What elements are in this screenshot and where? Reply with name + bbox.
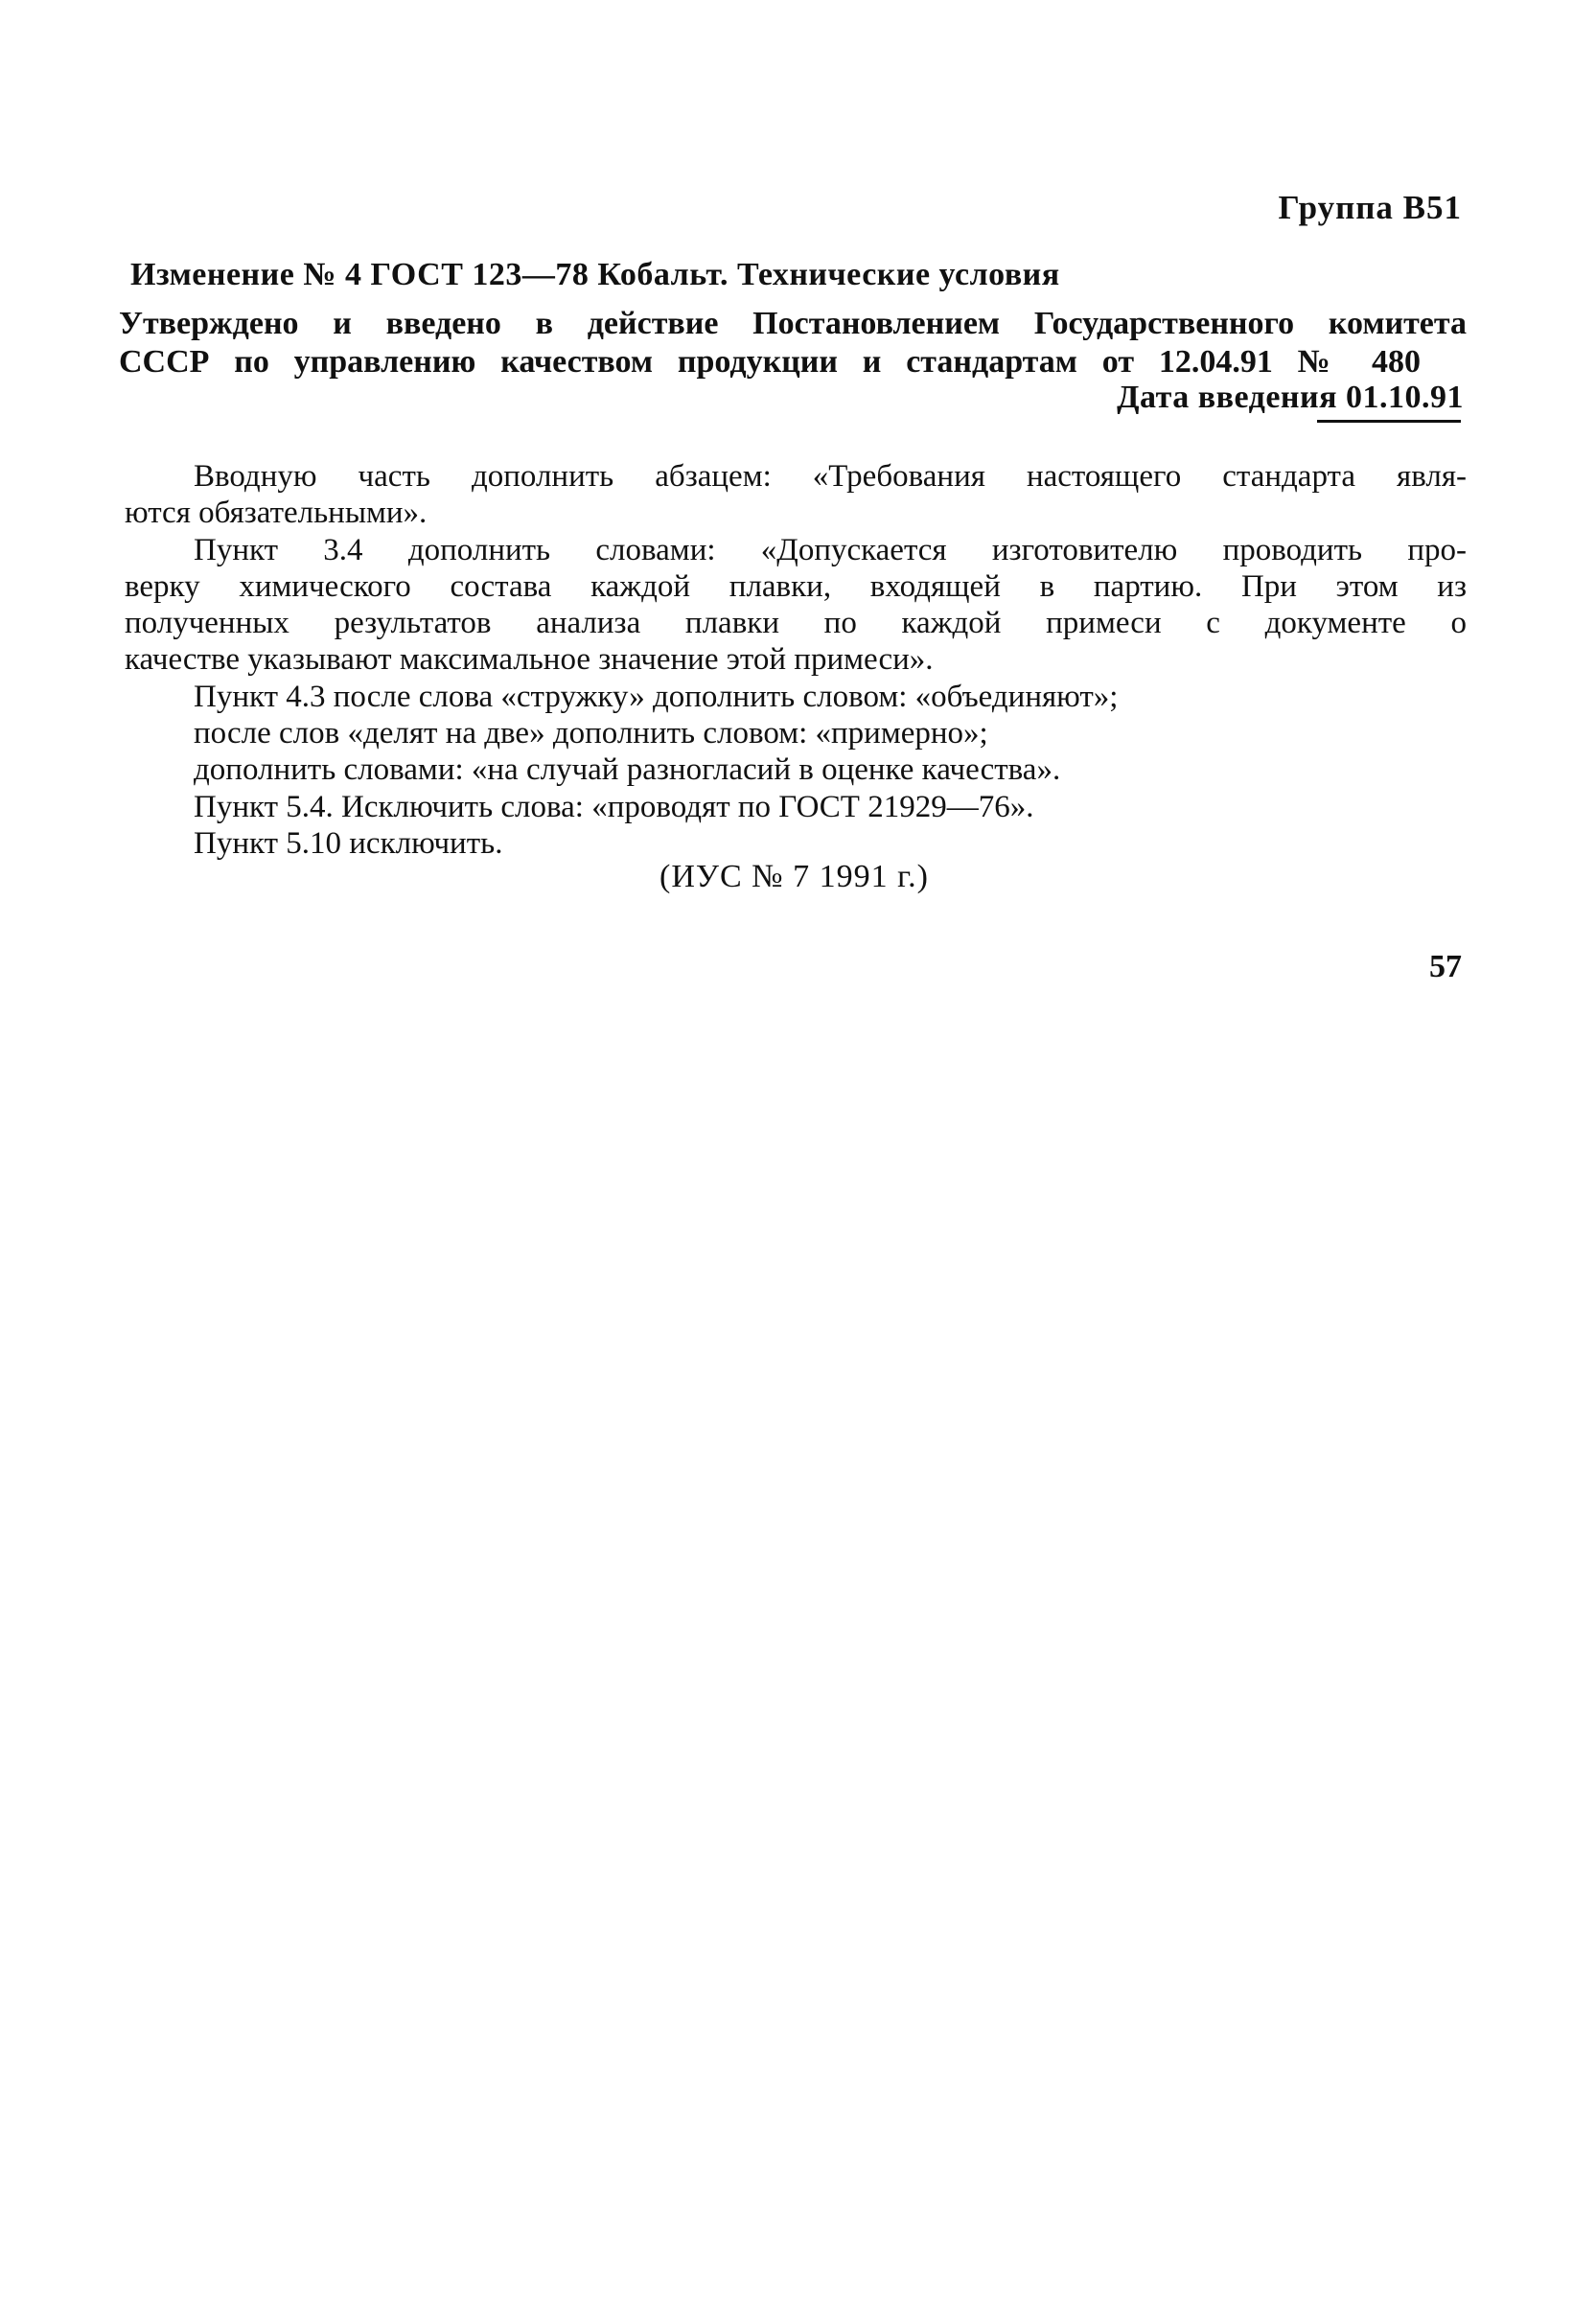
approval-statement [119, 305, 1467, 381]
change-title: Изменение № 4 ГОСТ 123—78 Кобальт. Технические условия [130, 257, 1060, 292]
approval-line-1: Утверждено и введено в действие Постановлением Государственного комитета [119, 306, 1467, 341]
body-line-6: качестве указывают максимальное значение этой примеси». [125, 642, 934, 678]
body-line-3: Пункт 3.4 дополнить словами: «Допускается изготовителю проводить про- [194, 532, 1467, 567]
page-number: 57 [1429, 949, 1462, 984]
source-reference [0, 859, 1596, 895]
effective-date: Дата введения 01.10.91 [1117, 380, 1464, 415]
body-line-7: Пункт 4.3 после слова «стружку» дополнить словом: «объединяют»; [194, 679, 1119, 714]
body-line-11: Пункт 5.10 исключить. [194, 825, 503, 861]
body-line-4: верку химического состава каждой плавки, входящей в партию. При этом из [125, 568, 1467, 604]
group-code: Группа В51 [1278, 189, 1462, 226]
body-line-8: после слов «делят на две» дополнить словом: «примерно»; [194, 716, 988, 751]
amendment-body [125, 458, 1467, 862]
body-line-10: Пункт 5.4. Исключить слова: «проводят по ГОСТ 21929—76». [194, 789, 1034, 824]
approval-line-2: СССР по управлению качеством продукции и стандартам от 12.04.91 № 480 [119, 344, 1421, 380]
date-underline [1317, 420, 1461, 423]
body-line-9: дополнить словами: «на случай разногласий в оценке качества». [194, 752, 1061, 788]
body-line-5: полученных результатов анализа плавки по каждой примеси с документе о [125, 606, 1467, 641]
body-line-2: ются обязательными». [125, 496, 428, 531]
source-reference-text: (ИУС № 7 1991 г.) [659, 859, 929, 894]
body-line-1: Вводную часть дополнить абзацем: «Требования настоящего стандарта явля- [194, 459, 1467, 494]
